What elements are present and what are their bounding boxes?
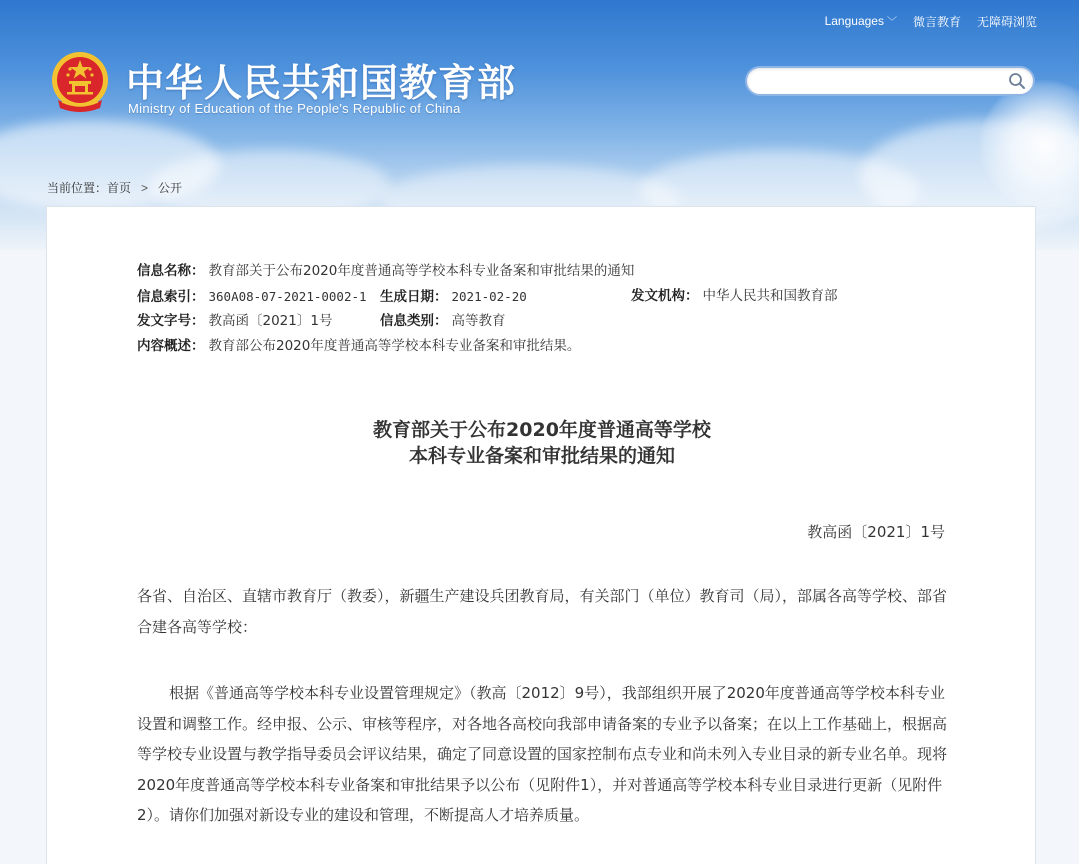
weiyan-link[interactable]: 微言教育 xyxy=(912,15,961,29)
breadcrumb-home[interactable]: 首页 xyxy=(107,181,132,195)
accessibility-link[interactable]: 无障碍浏览 xyxy=(976,15,1037,29)
document-number: 教高函〔2021〕1号 xyxy=(807,523,945,541)
breadcrumb-public[interactable]: 公开 xyxy=(158,181,183,195)
document-salutation: 各省、自治区、直辖市教育厅（教委），新疆生产建设兵团教育局，有关部门（单位）教育司（局），部属各高等学校、部省合建各高等学校： xyxy=(137,587,948,636)
breadcrumb-prefix: 当前位置： xyxy=(47,181,108,195)
meta-date-label: 生成日期： xyxy=(380,289,448,305)
meta-name-value: 教育部关于公布2020年度普通高等学校本科专业备案和审批结果的通知 xyxy=(208,263,635,279)
search-input[interactable] xyxy=(759,72,999,90)
breadcrumb xyxy=(47,179,182,196)
meta-row-index xyxy=(137,284,957,309)
meta-row-summary xyxy=(137,334,957,359)
meta-name-label: 信息名称： xyxy=(137,263,205,279)
meta-summary-value: 教育部公布2020年度普通高等学校本科专业备案和审批结果。 xyxy=(208,338,581,354)
meta-row-name xyxy=(137,259,957,284)
meta-summary-label: 内容概述： xyxy=(137,338,205,354)
national-emblem-icon xyxy=(48,50,112,116)
search-icon[interactable] xyxy=(1007,71,1027,91)
content-panel xyxy=(46,206,1036,864)
chevron-right-icon: > xyxy=(141,180,149,195)
document-paragraph: 根据《普通高等学校本科专业设置管理规定》（教高〔2012〕9号），我部组织开展了2020年度普通高等学校本科专业设置和调整工作。经申报、公示、审核等程序，对各地各高校向我部申请备案的专业予以备案；在以上工作基础上，根据高等学校专业设置与教学指导委员会评议结果，确定了同意设置的国家控制布点专业和尚未列入专业目录的新专业名单。现将2020年度普通高等学校本科专业备案和审批结果予以公布（见附件1），并对普通高等学校本科专业目录进行更新（见附件2）。请你们加强对新设专业的建设和管理，不断提高人才培养质量。 xyxy=(137,684,948,824)
info-meta xyxy=(137,259,957,359)
document-title xyxy=(47,417,1037,469)
meta-issuer-label: 发文机构： xyxy=(631,288,699,304)
chevron-down-icon: ﹀ xyxy=(886,17,897,28)
top-links xyxy=(825,13,1037,30)
meta-category-label: 信息类别： xyxy=(380,313,448,329)
meta-docno-label: 发文字号： xyxy=(137,313,205,329)
document-title-line2: 本科专业备案和审批结果的通知 xyxy=(408,445,675,467)
meta-index-value: 360A08-07-2021-0002-1 xyxy=(208,289,367,304)
meta-row-docno xyxy=(137,309,957,334)
search-box xyxy=(745,66,1035,96)
languages-link[interactable]: Languages ﹀ xyxy=(824,14,897,28)
document-title-line1: 教育部关于公布2020年度普通高等学校 xyxy=(373,419,711,441)
meta-docno-value: 教高函〔2021〕1号 xyxy=(208,313,333,329)
site-title: 中华人民共和国教育部 xyxy=(126,61,517,105)
meta-issuer-value: 中华人民共和国教育部 xyxy=(702,288,838,304)
meta-category-value: 高等教育 xyxy=(451,313,506,329)
site-subtitle: Ministry of Education of the People's Republic of China xyxy=(128,101,461,116)
meta-index-label: 信息索引： xyxy=(137,289,205,305)
meta-date-value: 2021-02-20 xyxy=(451,289,527,304)
